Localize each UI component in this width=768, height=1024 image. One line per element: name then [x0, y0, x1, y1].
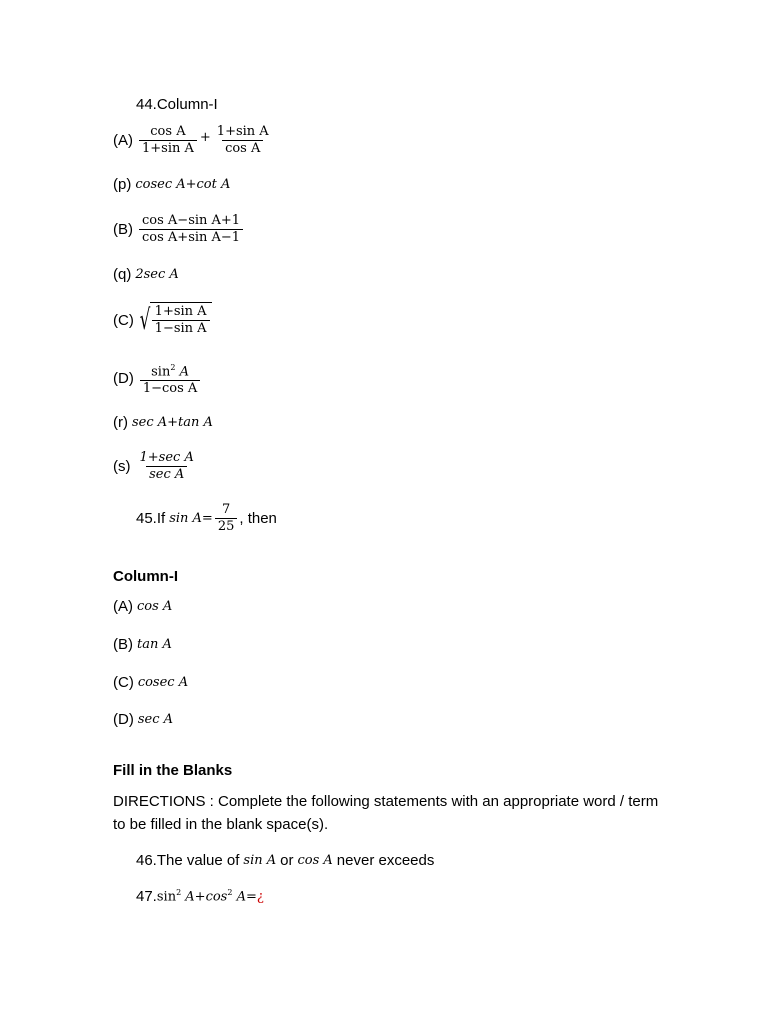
column-heading-text: Column-I: [113, 568, 178, 585]
label-q: (q): [113, 266, 132, 283]
label-d: (D): [113, 370, 134, 388]
label-a: (A): [113, 598, 133, 615]
label-r: (r): [113, 414, 128, 431]
q44-item-p: [113, 176, 230, 193]
math-expression: tan A: [137, 637, 172, 652]
q45-suffix: , then: [239, 510, 277, 527]
math-expression: 2sec A: [135, 267, 179, 282]
math-expression: cos A: [137, 599, 173, 614]
q44-item-r: [113, 414, 213, 431]
numerator: 1+sin A: [154, 304, 207, 319]
q45-prefix: 45.If: [136, 510, 166, 527]
square-root: [136, 302, 212, 338]
fraction: [215, 502, 238, 535]
denominator: 25: [215, 518, 238, 535]
q44-item-c: [113, 302, 212, 338]
q44-item-b: [113, 213, 245, 246]
radical-sign-icon: √: [139, 303, 151, 336]
label-p: (p): [113, 176, 132, 193]
math-expression: cosec A: [137, 675, 189, 690]
fraction: [137, 450, 197, 483]
numerator: 1+sec A: [139, 450, 194, 465]
label-s: (s): [113, 458, 131, 475]
math-expression: cosec A+cot A: [135, 177, 231, 192]
directions-paragraph: DIRECTIONS : Complete the following statements with an appropriate word / term to be filled in the blank space(s).: [113, 793, 659, 833]
math-expression: cos A: [297, 853, 333, 868]
label-d: (D): [113, 711, 134, 728]
label-b: (B): [113, 221, 133, 238]
math-expression: sec A: [137, 712, 173, 727]
q45-item-c: [113, 674, 188, 691]
label-c: (C): [113, 311, 134, 329]
q44-title: [136, 96, 218, 113]
q47-line: [136, 888, 264, 905]
math-expression: sec A+tan A: [132, 415, 213, 430]
q45-item-a: [113, 598, 172, 615]
numerator: cos A: [150, 124, 186, 139]
q44-item-s: [113, 450, 199, 483]
denominator: 1−cos A: [140, 380, 200, 397]
denominator: cos A: [222, 140, 263, 157]
q45-item-d: [113, 711, 173, 728]
q44-item-a: [113, 124, 274, 157]
section-heading-text: Fill in the Blanks: [113, 762, 233, 779]
q46-line: [136, 852, 434, 869]
math-expression: sin A: [243, 853, 277, 868]
label-a: (A): [113, 132, 133, 149]
q44-item-q: [113, 266, 179, 283]
denominator: 1−sin A: [152, 320, 210, 337]
numerator: $\sin^2 A$: [151, 363, 189, 380]
denominator: 1+sin A: [139, 140, 197, 157]
q44-item-d: [113, 360, 202, 397]
fraction: [152, 304, 210, 337]
fraction: [140, 360, 200, 397]
fraction: [214, 124, 272, 157]
q46-or: or: [280, 852, 294, 869]
unknown-char-mark: ¿: [256, 889, 264, 905]
column-heading: [113, 568, 178, 585]
section-heading: [113, 762, 232, 779]
q45-item-b: [113, 636, 172, 653]
numerator: 1+sin A: [216, 124, 269, 139]
q45-line: [136, 502, 277, 535]
q46-prefix: 46.The value of: [136, 852, 240, 869]
fraction: [139, 124, 197, 157]
math-expression: sin A=: [169, 511, 213, 526]
fraction: [139, 213, 243, 246]
math-expression: $\sin^2 A+\cos^2$ A=¿: [156, 888, 264, 905]
q47-prefix: 47.: [136, 888, 157, 905]
plus-sign: +: [199, 130, 211, 145]
denominator: cos A+sin A−1: [139, 229, 243, 246]
numerator: 7: [221, 502, 231, 517]
numerator: cos A−sin A+1: [142, 213, 241, 228]
label-c: (C): [113, 674, 134, 691]
label-b: (B): [113, 636, 133, 653]
denominator: sec A: [146, 466, 187, 483]
q44-title-text: 44.Column-I: [136, 96, 218, 113]
q46-suffix: never exceeds: [336, 852, 435, 869]
